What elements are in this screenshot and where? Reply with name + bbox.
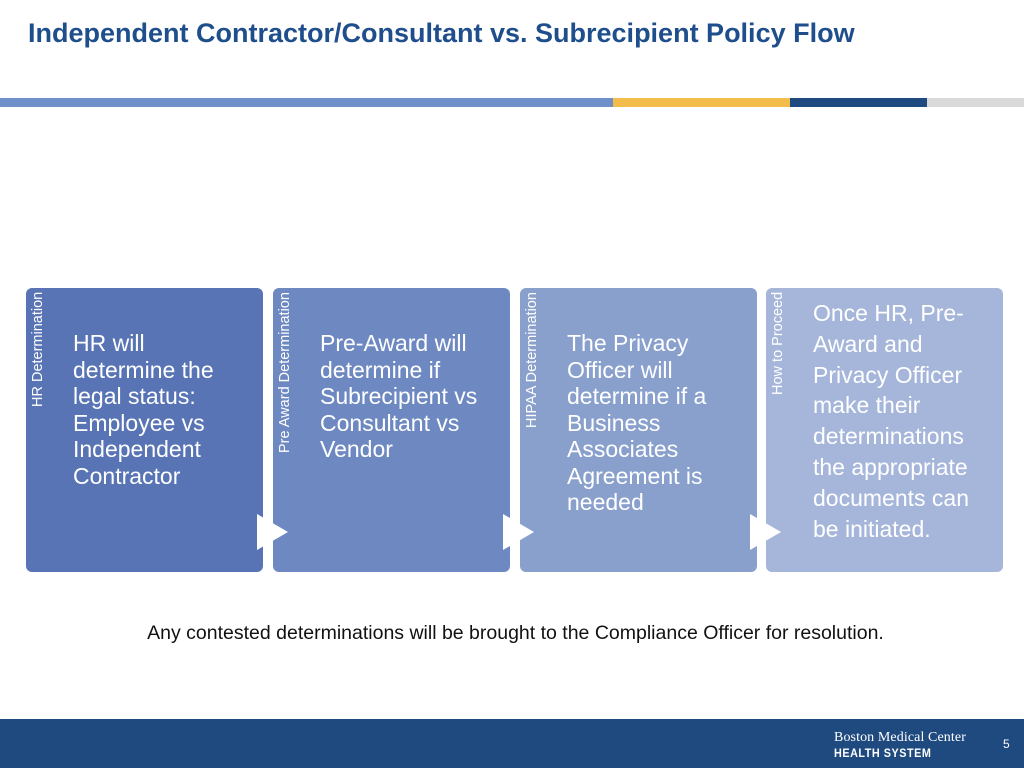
page-number: 5 bbox=[1003, 737, 1010, 751]
resolution-note: Any contested determinations will be brought to the Compliance Officer for resolution. bbox=[147, 622, 884, 644]
logo-subtitle: HEALTH SYSTEM bbox=[834, 746, 932, 760]
flow-step-hr bbox=[26, 288, 263, 572]
flow-step-how-to-proceed bbox=[766, 288, 1003, 572]
accent-bar-gray bbox=[927, 98, 1024, 107]
flow-arrow-icon bbox=[257, 514, 288, 550]
flow-step-hipaa bbox=[520, 288, 757, 572]
flow-arrow-icon bbox=[503, 514, 534, 550]
flow-step-label: HR Determination bbox=[30, 292, 46, 408]
logo-name: Boston Medical Center bbox=[834, 730, 966, 745]
accent-bar-blue bbox=[0, 98, 613, 107]
flow-step-label: HIPAA Determination bbox=[524, 292, 540, 428]
accent-bar-gold bbox=[613, 98, 790, 107]
flow-step-text: The Privacy Officer will determine if a Business Associates Agreement is needed bbox=[567, 330, 707, 515]
flow-step-label: Pre Award Determination bbox=[277, 292, 293, 453]
slide-title: Independent Contractor/Consultant vs. Subrecipient Policy Flow bbox=[28, 18, 855, 48]
footer-bar bbox=[0, 719, 1024, 768]
organization-logo bbox=[834, 730, 974, 760]
flow-step-text: HR will determine the legal status: Employee vs Independent Contractor bbox=[73, 330, 214, 489]
accent-bar-navy bbox=[790, 98, 927, 107]
flow-step-pre-award bbox=[273, 288, 510, 572]
flow-arrow-icon bbox=[750, 514, 781, 550]
flow-step-label: How to Proceed bbox=[770, 292, 786, 396]
flow-step-text: Once HR, Pre-Award and Privacy Officer make their determinations the appropriate documents can be initiated. bbox=[813, 300, 969, 542]
flow-step-text: Pre-Award will determine if Subrecipient vs Consultant vs Vendor bbox=[320, 330, 478, 462]
